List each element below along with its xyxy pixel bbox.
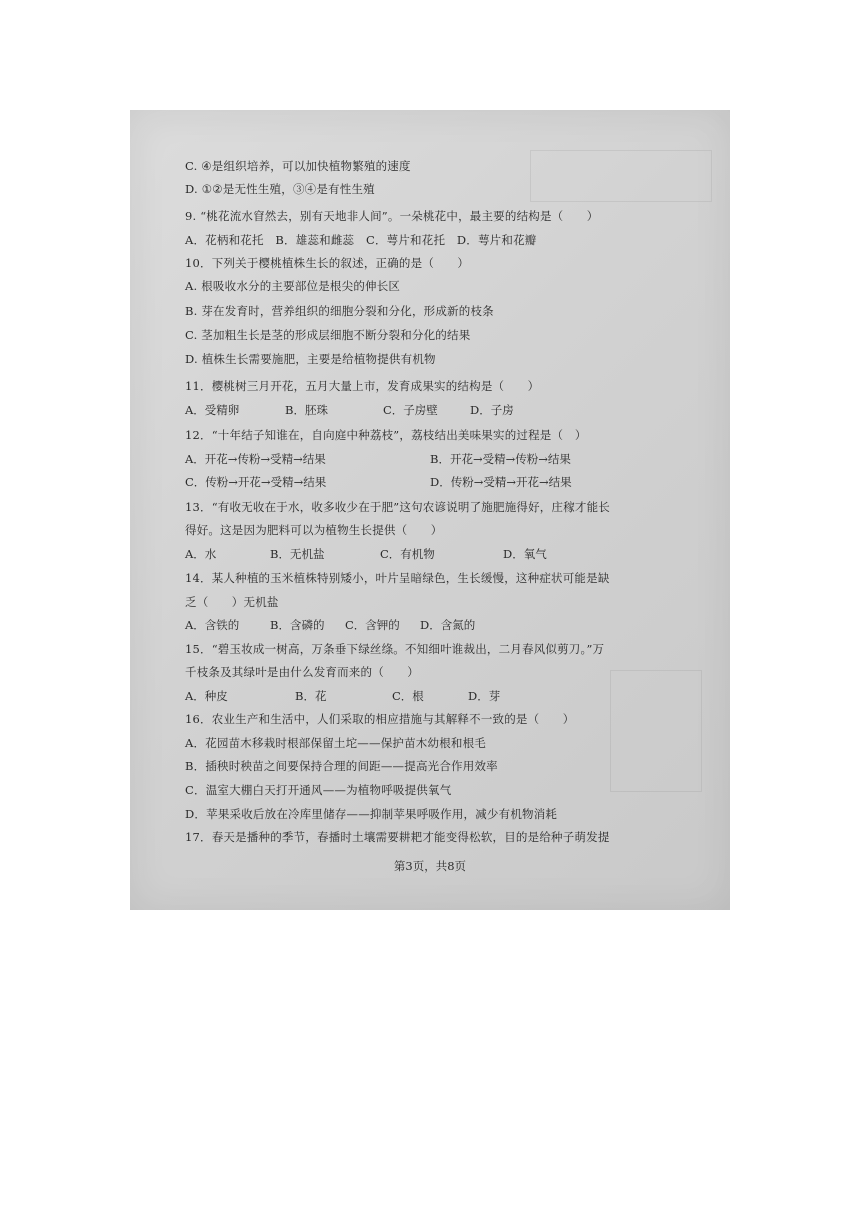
option: C．含钾的 <box>345 618 400 632</box>
option: B．无机盐 <box>270 547 325 561</box>
question-16: 16．农业生产和生活中，人们采取的相应措施与其解释不一致的是（ ） <box>185 712 575 726</box>
page-footer: 第3页，共8页 <box>393 859 467 873</box>
option: A．受精卵 <box>185 403 240 417</box>
option-line: C. ④是组织培养，可以加快植物繁殖的速度 <box>185 159 411 173</box>
option: A．含铁的 <box>185 618 240 632</box>
option: D．含氮的 <box>420 618 476 632</box>
option: A．水 <box>185 547 217 561</box>
question-13-cont: 得好。这是因为肥料可以为植物生长提供（ ） <box>185 523 443 537</box>
option: B．花 <box>295 689 327 703</box>
option-line: B．插秧时秧苗之间要保持合理的间距——提高光合作用效率 <box>185 759 498 773</box>
question-9: 9. “桃花流水窅然去，别有天地非人间”。一朵桃花中，最主要的结构是（ ） <box>185 209 599 223</box>
option: C．传粉→开花→受精→结果 <box>185 475 327 489</box>
option: C．根 <box>392 689 424 703</box>
option-line: C. 茎加粗生长是茎的形成层细胞不断分裂和分化的结果 <box>185 328 471 342</box>
option: B．含磷的 <box>270 618 325 632</box>
option: D．芽 <box>468 689 501 703</box>
option: A．开花→传粉→受精→结果 <box>185 452 326 466</box>
option: C．有机物 <box>380 547 435 561</box>
option: C．子房壁 <box>383 403 438 417</box>
option-line: B. 芽在发育时，营养组织的细胞分裂和分化，形成新的枝条 <box>185 304 494 318</box>
option-line: A. 根吸收水分的主要部位是根尖的伸长区 <box>185 279 401 293</box>
option-line: D. 植株生长需要施肥，主要是给植物提供有机物 <box>185 352 436 366</box>
question-14: 14．某人种植的玉米植株特别矮小，叶片呈暗绿色，生长缓慢，这种症状可能是缺 <box>185 571 610 585</box>
exam-sheet <box>130 110 730 910</box>
option: D．氧气 <box>503 547 547 561</box>
option-line: D. ①②是无性生殖，③④是有性生殖 <box>185 182 375 196</box>
option: B．胚珠 <box>285 403 328 417</box>
question-13: 13．“有收无收在于水，收多收少在于肥”这句农谚说明了施肥施得好，庄稼才能长 <box>185 500 610 514</box>
option: A．种皮 <box>185 689 228 703</box>
question-10: 10．下列关于樱桃植株生长的叙述，正确的是（ ） <box>185 256 470 270</box>
option: D．子房 <box>470 403 514 417</box>
option: D．传粉→受精→开花→结果 <box>430 475 572 489</box>
question-17: 17．春天是播种的季节，春播时土壤需要耕耙才能变得松软，目的是给种子萌发提 <box>185 830 610 844</box>
question-15-cont: 千枝条及其绿叶是由什么发育而来的（ ） <box>185 665 419 679</box>
question-11: 11．樱桃树三月开花，五月大量上市，发育成果实的结构是（ ） <box>185 379 540 393</box>
question-12: 12．“十年结子知谁在，自向庭中种荔枝”，荔枝结出美味果实的过程是（ ） <box>185 428 587 442</box>
question-15: 15．“碧玉妆成一树高，万条垂下绿丝绦。不知细叶谁裁出，二月春风似剪刀。”万 <box>185 642 605 656</box>
photographed-page <box>130 110 730 910</box>
question-9-options: A．花柄和花托 B．雄蕊和雌蕊 C．萼片和花托 D．萼片和花瓣 <box>185 233 537 247</box>
option-line: A．花园苗木移栽时根部保留土坨——保护苗木幼根和根毛 <box>185 736 487 750</box>
option: B．开花→受精→传粉→结果 <box>430 452 571 466</box>
option-line: C．温室大棚白天打开通风——为植物呼吸提供氧气 <box>185 783 452 797</box>
question-14-cont: 乏（ ）无机盐 <box>185 595 279 609</box>
option-line: D．苹果采收后放在冷库里储存——抑制苹果呼吸作用，减少有机物消耗 <box>185 807 558 821</box>
